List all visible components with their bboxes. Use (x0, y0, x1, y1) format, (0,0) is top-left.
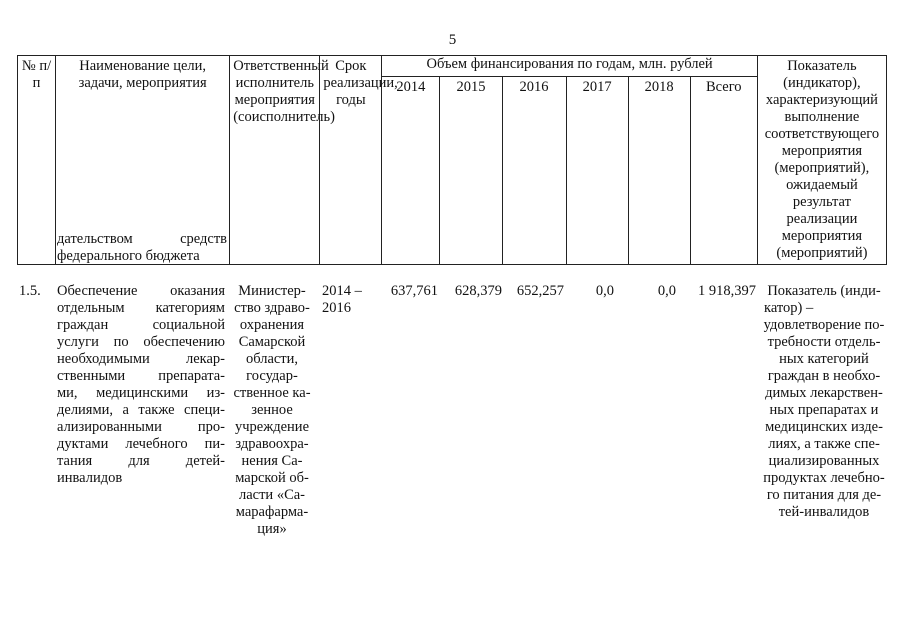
header-year: 2016 (502, 77, 566, 265)
indicator-line: удовлетворение по- (763, 317, 885, 333)
value-2014: 637,761 (390, 283, 438, 299)
indicator-line: лиях, а также спе- (768, 436, 880, 452)
name-line: Обеспечение оказания (57, 283, 225, 299)
row-number: 1.5. (19, 283, 41, 299)
header-name: Наименование цели, задачи, мероприятия (56, 56, 230, 265)
indicator-line: Показатель (инди- (767, 283, 881, 299)
value-2015: 628,379 (454, 283, 502, 299)
header-funding: Объем финансирования по годам, млн. рублей (382, 56, 757, 77)
executor-line: государ- (246, 368, 298, 384)
header-year: 2014 (382, 77, 440, 265)
executor-line: ласти «Са- (238, 487, 305, 503)
indicator-line: циализированных (768, 453, 880, 469)
value-total: 1 918,397 (698, 283, 756, 299)
executor-line: ственное ка- (233, 385, 311, 401)
indicator-line: го питания для де- (766, 487, 882, 503)
header-total: Всего (690, 77, 757, 265)
name-line: услуги по обеспечению (57, 334, 225, 350)
term-line: 2014 – (322, 283, 362, 299)
name-line: дуктами лечебного пи- (57, 436, 225, 452)
header-term: Срок реализации, годы (320, 56, 382, 265)
indicator-line: требности отдель- (767, 334, 881, 350)
row-executor (232, 283, 312, 538)
executor-line: ство здраво- (234, 300, 310, 316)
name-line: тания для детей- (57, 453, 225, 469)
value-2016: 652,257 (516, 283, 564, 299)
header-indicator: Показатель (индикатор), характеризующий выполнение соответствующего мероприятия (мероприятий), ожидаемый результат реализации мероприятия (мероприятий) (757, 56, 886, 265)
indicator-line: катор) – (764, 300, 814, 316)
page-number: 5 (448, 32, 457, 48)
executor-line: Министер- (238, 283, 306, 299)
header-year: 2017 (566, 77, 628, 265)
name-line: делиями, а также специ- (57, 402, 225, 418)
name-line: ализированными про- (57, 419, 225, 435)
name-line: необходимыми лекар- (57, 351, 225, 367)
executor-line: здравоохра- (235, 436, 309, 452)
continuation-text (57, 231, 227, 265)
term-line: 2016 (322, 300, 351, 316)
name-line: граждан социальной (57, 317, 225, 333)
row-term (322, 283, 372, 317)
indicator-line: продуктах лечебно- (763, 470, 885, 486)
header-year: 2018 (628, 77, 690, 265)
row-indicator (760, 283, 888, 521)
executor-line: ция» (257, 521, 287, 537)
indicator-line: граждан в необхо- (767, 368, 881, 384)
executor-line: марафарма- (235, 504, 309, 520)
name-line: ственными препарата- (57, 368, 225, 384)
executor-line: зенное (251, 402, 293, 418)
header-year: 2015 (440, 77, 502, 265)
indicator-line: тей-инвалидов (778, 504, 870, 520)
name-line: ми, медицинскими из- (57, 385, 225, 401)
indicator-line: димых лекарствен- (765, 385, 883, 401)
executor-line: учреждение (234, 419, 309, 435)
executor-line: нения Са- (241, 453, 303, 469)
value-2018: 0,0 (657, 283, 676, 299)
executor-line: марской об- (235, 470, 309, 486)
executor-line: охранения (239, 317, 305, 333)
continuation-line: федерального бюджета (57, 248, 200, 264)
continuation-line: дательством средств (57, 231, 227, 247)
executor-line: Самарской (238, 334, 306, 350)
executor-line: области, (245, 351, 299, 367)
name-line: инвалидов (57, 470, 123, 486)
header-executor: Ответственный исполнитель мероприятия (соисполнитель) (230, 56, 320, 265)
indicator-line: ных категорий (779, 351, 869, 367)
indicator-line: медицинских изде- (765, 419, 883, 435)
name-line: отдельным категориям (57, 300, 225, 316)
row-name (57, 283, 225, 487)
header-num: № п/п (18, 56, 56, 265)
value-2017: 0,0 (595, 283, 614, 299)
indicator-line: ных препаратах и (769, 402, 879, 418)
